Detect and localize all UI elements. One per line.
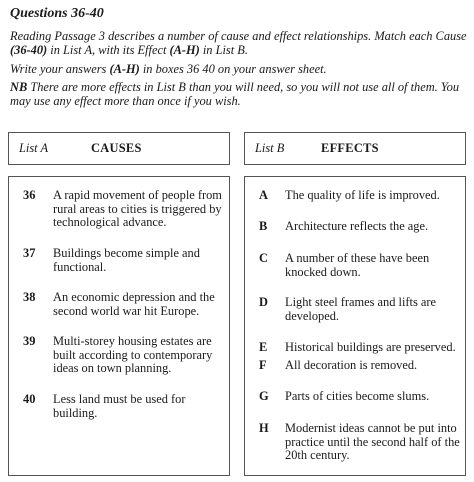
list-a-header: [8, 132, 230, 165]
instruction-text: Write your answers: [10, 62, 110, 76]
instruction-note: [10, 80, 470, 108]
effect-text: A number of these have been knocked down.: [285, 251, 430, 279]
list-b-box: [244, 176, 466, 476]
cause-number: 39: [23, 334, 36, 348]
instruction-text: Reading Passage 3 describes a number of cause and effect relationships. Match each Cause: [10, 29, 467, 43]
list-a-label: List A: [19, 141, 49, 155]
cause-text: A rapid movement of people from rural areas to cities is triggered by technological advance.: [53, 188, 222, 229]
cause-text: Buildings become simple and functional.: [53, 246, 200, 274]
nb-label: NB: [10, 80, 28, 94]
instruction-answers-range: (A-H): [109, 62, 140, 76]
effect-letter: B: [259, 219, 268, 233]
effect-letter: C: [259, 251, 268, 265]
instruction-text: in List A, with its Effect: [47, 43, 170, 57]
effect-text: Historical buildings are preserved.: [285, 340, 456, 354]
list-a-box: [8, 176, 230, 476]
effect-text: Light steel frames and lifts are developed.: [285, 295, 437, 323]
list-a-title: CAUSES: [91, 141, 142, 155]
nb-text: There are more effects in List B than you will need, so you will not use all of them. You may use any effect more than once if you wish.: [10, 80, 460, 108]
cause-number: 37: [23, 246, 36, 260]
cause-text: Less land must be used for building.: [53, 392, 186, 420]
instruction-match: [10, 29, 470, 57]
effect-text: Modernist ideas cannot be put into practice until the second half of the 20th century.: [285, 421, 460, 462]
effect-letter: E: [259, 340, 268, 354]
cause-number: 36: [23, 188, 36, 202]
instruction-answers: [10, 62, 470, 76]
instruction-effects-range: (A-H): [169, 43, 200, 57]
list-b-label: List B: [255, 141, 285, 155]
effect-text: All decoration is removed.: [285, 358, 418, 372]
effect-letter: A: [259, 188, 268, 202]
cause-number: 40: [23, 392, 36, 406]
cause-text: An economic depression and the second world war hit Europe.: [53, 290, 215, 318]
cause-number: 38: [23, 290, 36, 304]
instruction-text: in List B.: [199, 43, 248, 57]
effect-text: Parts of cities become slums.: [285, 389, 430, 403]
questions-heading: Questions 36-40: [10, 6, 104, 21]
effect-letter: F: [259, 358, 267, 372]
effect-letter: G: [259, 389, 269, 403]
instruction-range: (36-40): [10, 43, 48, 57]
effect-letter: D: [259, 295, 268, 309]
effect-letter: H: [259, 421, 269, 435]
effect-text: Architecture reflects the age.: [285, 219, 429, 233]
effect-text: The quality of life is improved.: [285, 188, 440, 202]
list-b-title: EFFECTS: [321, 141, 379, 155]
instruction-text: in boxes 36 40 on your answer sheet.: [139, 62, 327, 76]
list-b-header: [244, 132, 466, 165]
cause-text: Multi-storey housing estates are built according to contemporary ideas on town planning.: [53, 334, 213, 375]
